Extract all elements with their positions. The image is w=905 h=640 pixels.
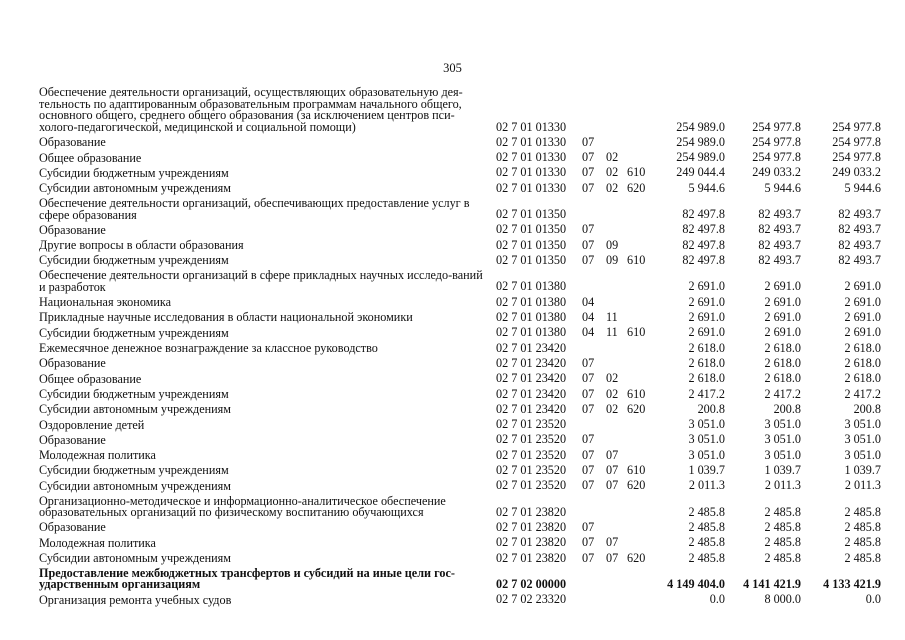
row-value-1: 254 989.0 <box>676 150 725 165</box>
table-row <box>0 293 905 308</box>
table-row <box>0 236 905 251</box>
row-value-3: 82 493.7 <box>838 207 881 222</box>
row-value-2: 2 618.0 <box>764 371 801 386</box>
row-code: 02 7 01 01330 <box>496 180 567 195</box>
row-code: 02 7 01 23420 <box>496 355 567 370</box>
row-name: Молодежная политика <box>39 535 156 550</box>
row-code: 02 7 01 01350 <box>496 222 567 237</box>
row-section: 04 <box>582 310 595 325</box>
row-section: 07 <box>582 253 595 268</box>
table-row <box>0 134 905 149</box>
row-code: 02 7 01 01350 <box>496 237 567 252</box>
row-code: 02 7 01 01380 <box>496 294 567 309</box>
row-value-1: 254 989.0 <box>676 134 725 149</box>
row-value-1: 82 497.8 <box>682 222 725 237</box>
row-value-1: 2 485.8 <box>688 520 725 534</box>
row-value-3: 2 618.0 <box>844 340 881 355</box>
table-row <box>0 492 905 518</box>
row-subsection: 07 <box>606 447 619 462</box>
row-subsection: 09 <box>606 253 619 268</box>
row-value-3: 2 691.0 <box>844 310 881 325</box>
row-value-3: 3 051.0 <box>844 432 881 447</box>
row-name: Организация ремонта учебных судов <box>39 592 232 607</box>
table-row <box>0 309 905 324</box>
row-value-1: 2 417.2 <box>688 386 725 401</box>
table-row <box>0 565 905 591</box>
row-code: 02 7 01 23820 <box>496 550 567 565</box>
row-value-1: 1 039.7 <box>688 463 725 478</box>
row-section: 07 <box>582 520 595 534</box>
row-name: Субсидии автономным учреждениям <box>39 402 231 417</box>
row-name: Субсидии автономным учреждениям <box>39 478 231 493</box>
row-section: 07 <box>582 535 595 550</box>
row-name: Образование <box>39 135 106 150</box>
row-value-1: 2 618.0 <box>688 355 725 370</box>
row-value-1: 82 497.8 <box>682 253 725 268</box>
row-value-3: 3 051.0 <box>844 417 881 432</box>
row-code: 02 7 01 23420 <box>496 371 567 386</box>
row-name: Субсидии бюджетным учреждениям <box>39 165 229 180</box>
row-value-1: 2 485.8 <box>688 535 725 550</box>
row-name: Общее образование <box>39 150 142 165</box>
table-row <box>0 446 905 461</box>
row-value-2: 200.8 <box>773 401 801 416</box>
table-row <box>0 179 905 194</box>
row-subsection: 07 <box>606 535 619 550</box>
row-value-2: 2 485.8 <box>764 504 801 519</box>
row-section: 07 <box>582 237 595 252</box>
row-value-3: 3 051.0 <box>844 447 881 462</box>
row-name: Образование <box>39 222 106 237</box>
row-value-3: 0.0 <box>865 592 881 607</box>
row-code: 02 7 01 23420 <box>496 386 567 401</box>
row-name: Общее образование <box>39 371 142 386</box>
row-value-2: 2 485.8 <box>764 550 801 565</box>
row-section: 07 <box>582 134 595 149</box>
row-expense-type: 620 <box>627 401 646 416</box>
table-row <box>0 416 905 431</box>
row-value-3: 2 011.3 <box>844 478 881 493</box>
row-value-3: 2 485.8 <box>844 550 881 565</box>
row-subsection: 02 <box>606 371 619 386</box>
row-name: Обеспечение деятельности организаций в сфере прикладных научных исследо-ваний и разработок <box>39 268 483 294</box>
row-value-3: 2 485.8 <box>844 520 881 534</box>
row-code: 02 7 01 01330 <box>496 119 567 134</box>
row-value-1: 2 691.0 <box>688 325 725 340</box>
table-row <box>0 355 905 370</box>
row-value-3: 254 977.8 <box>832 150 881 165</box>
table-row <box>0 477 905 492</box>
row-value-1: 249 044.4 <box>676 165 725 180</box>
row-value-3: 200.8 <box>853 401 881 416</box>
row-value-2: 2 691.0 <box>764 294 801 309</box>
row-value-3: 254 977.8 <box>832 134 881 149</box>
row-name: Национальная экономика <box>39 295 172 310</box>
row-expense-type: 610 <box>627 253 646 268</box>
row-value-3: 82 493.7 <box>838 222 881 237</box>
row-value-2: 2 691.0 <box>764 279 801 294</box>
row-name: Организационно-методическое и информационно-аналитическое обеспечение образовательных организаций по физическому воспитанию обучающихся <box>39 493 446 520</box>
table-row <box>0 462 905 477</box>
table-row <box>0 149 905 164</box>
row-value-1: 3 051.0 <box>688 447 725 462</box>
row-value-3: 2 485.8 <box>844 535 881 550</box>
row-name: Субсидии бюджетным учреждениям <box>39 253 229 268</box>
row-section: 07 <box>582 432 595 447</box>
row-value-3: 2 691.0 <box>844 279 881 294</box>
budget-table <box>0 84 905 606</box>
row-value-1: 82 497.8 <box>682 237 725 252</box>
row-value-2: 2 011.3 <box>764 478 801 493</box>
row-section: 04 <box>582 325 595 340</box>
row-code: 02 7 01 23820 <box>496 520 567 534</box>
row-code: 02 7 01 23520 <box>496 417 567 432</box>
table-row <box>0 370 905 385</box>
row-code: 02 7 01 23420 <box>496 401 567 416</box>
row-value-2: 2 485.8 <box>764 535 801 550</box>
row-code: 02 7 01 01350 <box>496 253 567 268</box>
row-section: 07 <box>582 222 595 237</box>
row-value-2: 3 051.0 <box>764 417 801 432</box>
row-value-1: 2 691.0 <box>688 310 725 325</box>
row-expense-type: 610 <box>627 165 646 180</box>
row-section: 07 <box>582 401 595 416</box>
table-row <box>0 385 905 400</box>
row-section: 07 <box>582 447 595 462</box>
row-code: 02 7 01 01330 <box>496 150 567 165</box>
row-code: 02 7 01 23420 <box>496 340 567 355</box>
row-value-1: 3 051.0 <box>688 432 725 447</box>
row-expense-type: 610 <box>627 386 646 401</box>
row-code: 02 7 01 01380 <box>496 279 567 294</box>
row-section: 07 <box>582 355 595 370</box>
row-value-2: 3 051.0 <box>764 432 801 447</box>
row-expense-type: 620 <box>627 478 646 493</box>
table-row <box>0 534 905 549</box>
row-expense-type: 620 <box>627 180 646 195</box>
row-code: 02 7 01 23520 <box>496 447 567 462</box>
row-value-2: 82 493.7 <box>758 237 801 252</box>
row-name: Молодежная политика <box>39 448 156 463</box>
row-value-2: 8 000.0 <box>764 592 801 607</box>
row-value-2: 5 944.6 <box>764 180 801 195</box>
row-value-2: 2 691.0 <box>764 325 801 340</box>
table-row <box>0 324 905 339</box>
row-code: 02 7 02 00000 <box>496 576 567 591</box>
row-code: 02 7 01 01350 <box>496 207 567 222</box>
row-value-2: 2 618.0 <box>764 340 801 355</box>
row-value-2: 82 493.7 <box>758 253 801 268</box>
row-subsection: 02 <box>606 386 619 401</box>
table-row <box>0 195 905 221</box>
row-code: 02 7 01 01380 <box>496 325 567 340</box>
row-section: 07 <box>582 150 595 165</box>
row-value-3: 2 691.0 <box>844 325 881 340</box>
row-value-1: 5 944.6 <box>688 180 725 195</box>
row-value-1: 0.0 <box>709 592 725 607</box>
row-code: 02 7 01 23520 <box>496 478 567 493</box>
row-value-3: 2 417.2 <box>844 386 881 401</box>
row-name: Субсидии автономным учреждениям <box>39 551 231 565</box>
row-name: Прикладные научные исследования в области национальной экономики <box>39 310 413 325</box>
table-row <box>0 519 905 534</box>
row-subsection: 07 <box>606 478 619 493</box>
table-row <box>0 221 905 236</box>
row-name: Субсидии бюджетным учреждениям <box>39 386 229 401</box>
row-value-3: 2 485.8 <box>844 504 881 519</box>
row-value-3: 1 039.7 <box>844 463 881 478</box>
row-code: 02 7 01 01330 <box>496 134 567 149</box>
row-value-2: 2 417.2 <box>764 386 801 401</box>
row-expense-type: 610 <box>627 325 646 340</box>
row-name: Оздоровление детей <box>39 417 145 432</box>
row-name: Образование <box>39 520 106 535</box>
row-value-3: 5 944.6 <box>844 180 881 195</box>
row-value-2: 82 493.7 <box>758 207 801 222</box>
row-value-1: 4 149 404.0 <box>667 576 725 591</box>
row-name: Обеспечение деятельности организаций, осуществляющих образовательную дея-тельность по адаптированным образовательным программам начального общего, основного общего, среднего общего образования (за исключением центров пси-холого-педагогической, медицинской и социальной помощи) <box>39 85 463 134</box>
row-value-2: 254 977.8 <box>752 134 801 149</box>
row-value-1: 2 691.0 <box>688 294 725 309</box>
row-name: Образование <box>39 356 106 371</box>
row-value-2: 3 051.0 <box>764 447 801 462</box>
row-value-1: 2 618.0 <box>688 340 725 355</box>
row-value-1: 254 989.0 <box>676 119 725 134</box>
row-value-2: 254 977.8 <box>752 150 801 165</box>
row-section: 07 <box>582 463 595 478</box>
row-section: 04 <box>582 294 595 309</box>
row-code: 02 7 01 23520 <box>496 463 567 478</box>
row-value-1: 2 691.0 <box>688 279 725 294</box>
row-code: 02 7 01 23520 <box>496 432 567 447</box>
row-subsection: 02 <box>606 150 619 165</box>
row-expense-type: 610 <box>627 463 646 478</box>
row-name: Другие вопросы в области образования <box>39 238 244 253</box>
table-row <box>0 164 905 179</box>
row-value-3: 2 691.0 <box>844 294 881 309</box>
row-section: 07 <box>582 386 595 401</box>
row-name: Субсидии бюджетным учреждениям <box>39 463 229 478</box>
table-row <box>0 401 905 416</box>
row-name: Субсидии автономным учреждениям <box>39 181 231 196</box>
row-value-2: 4 141 421.9 <box>743 576 801 591</box>
row-subsection: 02 <box>606 401 619 416</box>
row-subsection: 02 <box>606 180 619 195</box>
row-section: 07 <box>582 371 595 386</box>
table-row <box>0 591 905 606</box>
table-row <box>0 252 905 267</box>
row-subsection: 09 <box>606 237 619 252</box>
row-subsection: 07 <box>606 550 619 565</box>
row-value-1: 82 497.8 <box>682 207 725 222</box>
row-value-2: 249 033.2 <box>752 165 801 180</box>
row-value-2: 1 039.7 <box>764 463 801 478</box>
row-code: 02 7 02 23320 <box>496 592 567 607</box>
row-value-2: 2 691.0 <box>764 310 801 325</box>
row-value-3: 2 618.0 <box>844 371 881 386</box>
row-value-2: 254 977.8 <box>752 119 801 134</box>
table-row <box>0 339 905 354</box>
row-expense-type: 620 <box>627 550 646 565</box>
table-row <box>0 549 905 564</box>
row-value-1: 2 011.3 <box>688 478 725 493</box>
row-value-3: 82 493.7 <box>838 253 881 268</box>
row-code: 02 7 01 23820 <box>496 504 567 519</box>
row-name: Субсидии бюджетным учреждениям <box>39 325 229 340</box>
row-value-1: 3 051.0 <box>688 417 725 432</box>
row-section: 07 <box>582 478 595 493</box>
row-value-2: 2 618.0 <box>764 355 801 370</box>
row-code: 02 7 01 01330 <box>496 165 567 180</box>
page-number: 305 <box>443 61 462 75</box>
row-value-3: 82 493.7 <box>838 237 881 252</box>
row-value-2: 82 493.7 <box>758 222 801 237</box>
row-section: 07 <box>582 550 595 565</box>
row-code: 02 7 01 01380 <box>496 310 567 325</box>
row-value-3: 254 977.8 <box>832 119 881 134</box>
row-value-1: 200.8 <box>697 401 725 416</box>
table-row <box>0 431 905 446</box>
row-value-1: 2 618.0 <box>688 371 725 386</box>
table-row <box>0 267 905 293</box>
row-value-3: 249 033.2 <box>832 165 881 180</box>
row-value-2: 2 485.8 <box>764 520 801 534</box>
table-row <box>0 84 905 134</box>
row-code: 02 7 01 23820 <box>496 535 567 550</box>
row-subsection: 11 <box>606 325 618 340</box>
row-subsection: 02 <box>606 165 619 180</box>
row-name: Ежемесячное денежное вознаграждение за классное руководство <box>39 341 378 356</box>
row-value-3: 2 618.0 <box>844 355 881 370</box>
row-section: 07 <box>582 165 595 180</box>
row-name: Предоставление межбюджетных трансфертов и субсидий на иные цели гос-ударственным организациям <box>39 565 455 592</box>
row-subsection: 11 <box>606 310 618 325</box>
row-value-1: 2 485.8 <box>688 504 725 519</box>
row-section: 07 <box>582 180 595 195</box>
row-name: Обеспечение деятельности организаций, обеспечивающих предоставление услуг в сфере образования <box>39 195 470 222</box>
row-subsection: 07 <box>606 463 619 478</box>
row-name: Образование <box>39 432 106 447</box>
row-value-3: 4 133 421.9 <box>823 576 881 591</box>
row-value-1: 2 485.8 <box>688 550 725 565</box>
